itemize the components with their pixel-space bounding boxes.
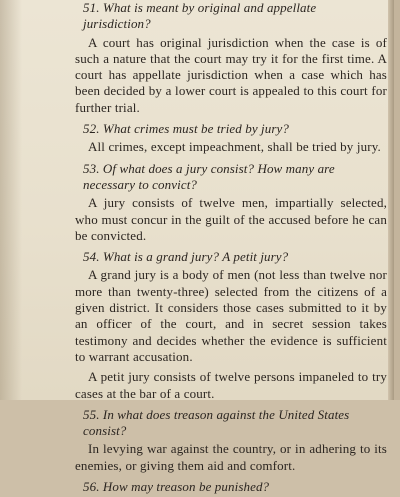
answer-text: A petit jury consists of twelve persons impaneled to try cases at the bar of a court.: [75, 369, 387, 401]
question-text: 51. What is meant by original and appellate jurisdiction?: [83, 0, 317, 32]
answer-text: All crimes, except impeachment, shall be tried by jury.: [88, 139, 381, 155]
question-block: [75, 0, 387, 116]
answer-text: A grand jury is a body of men (not less than twelve nor more than twenty-three) selected from the citizens of a given district. It considers those cases submitted to it by an officer of the court, and in secret session takes testimony and decides whether the evidence is sufficient to warrant accusation.: [75, 267, 387, 364]
page-edge: [388, 0, 394, 400]
page-gutter-shadow: [0, 0, 22, 400]
question-text: 52. What crimes must be tried by jury?: [83, 121, 289, 137]
question-block: [75, 121, 387, 156]
answer-text: In levying war against the country, or in adhering to its enemies, or giving them aid and comfort.: [75, 441, 387, 473]
question-text: 56. How may treason be punished?: [83, 479, 270, 495]
question-block: [75, 479, 387, 495]
question-text: 54. What is a grand jury? A petit jury?: [83, 249, 289, 265]
question-text: 53. Of what does a jury consist? How many are necessary to convict?: [83, 160, 335, 192]
answer-text: A court has original jurisdiction when the case is of such a nature that the court may try it for the first time. A court has appellate jurisdiction when a case which has been decided by a lower court is appealed to this court for further trial.: [75, 34, 387, 115]
question-block: [75, 249, 387, 402]
question-block: [75, 407, 387, 474]
question-block: [75, 161, 387, 244]
page-text: [75, 0, 387, 497]
question-text: 55. In what does treason against the United States consist?: [83, 406, 350, 439]
answer-text: A jury consists of twelve men, impartially selected, who must concur in the guilt of the accused before he can be convicted.: [75, 195, 387, 243]
